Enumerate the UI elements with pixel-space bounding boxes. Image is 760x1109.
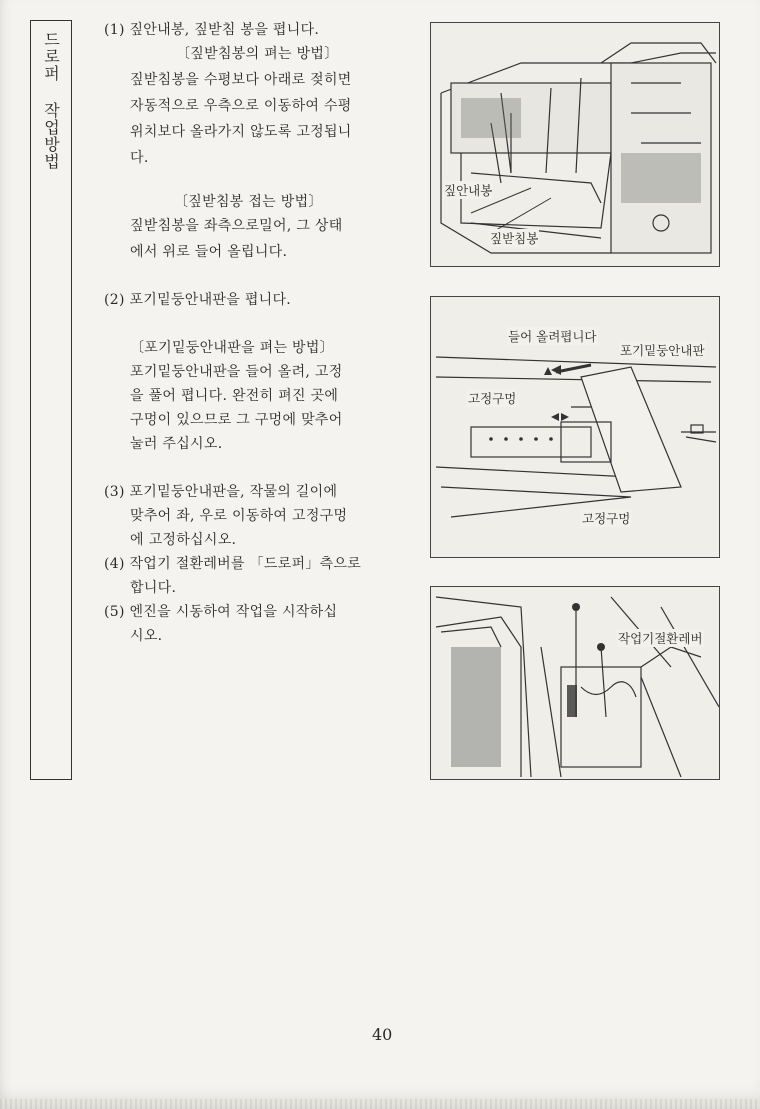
step-4-line: 합니다. [130,580,177,596]
scan-edge-strip [0,1099,760,1109]
step-3-line: 에 고정하십시오. [130,532,237,548]
step-1-heading: (1) 짚안내봉, 짚받침 봉을 폅니다. [104,22,320,38]
step-1-body-line: 위치보다 올라가지 않도록 고정됩니 [130,124,352,140]
section-side-tab [30,20,72,780]
step-3-line: (3) 포기밑둥안내판을, 작물의 길이에 [104,484,338,500]
label-stem-guide-plate: 포기밑둥안내판 [620,343,705,358]
step-1-body2-line: 짚받침봉을 좌측으로밀어, 그 상태 [130,218,343,234]
label-work-switching-lever: 작업기절환레버 [618,631,703,646]
step-2-heading: (2) 포기밑둥안내판을 폅니다. [104,292,292,308]
figure-stem-guide-plate [430,296,720,558]
step-3-line: 맞추어 좌, 우로 이동하여 고정구멍 [130,508,348,524]
step-1-body2-line: 에서 위로 들어 올립니다. [130,244,288,260]
side-tab-title: 드로퍼 작업방법 [41,31,61,170]
step-4-line: (4) 작업기 절환레버를 「드로퍼」측으로 [104,556,362,572]
machine-illustration-3 [431,587,719,779]
step-2-body-line: 을 풀어 폅니다. 완전히 펴진 곳에 [130,388,339,404]
step-2-subheading: 〔포기밑둥안내판을 펴는 방법〕 [130,340,334,356]
label-lift-and-open: 들어 올려폅니다 [508,329,597,344]
step-1-subheading-2: 〔짚받침봉 접는 방법〕 [174,194,323,210]
step-5-line: (5) 엔진을 시동하여 작업을 시작하십 [104,604,338,620]
step-2-body-line: 눌러 주십시오. [130,436,223,452]
step-1-body-line: 짚받침봉을 수평보다 아래로 젖히면 [130,72,352,88]
step-5-line: 시오. [130,628,163,644]
figure-straw-guide-rods [430,22,720,267]
step-1-body-line: 다. [130,150,149,166]
label-straw-guide-rod: 짚안내봉 [444,183,493,198]
label-straw-support-rod: 짚받침봉 [490,231,539,246]
step-1-body-line: 자동적으로 우측으로 이동하여 수평 [130,98,352,114]
machine-illustration-1 [431,23,719,266]
figure-switching-lever [430,586,720,780]
label-fixing-hole-top: 고정구멍 [468,391,517,406]
page-number: 40 [372,1025,393,1044]
step-1-subheading: 〔짚받침봉의 펴는 방법〕 [176,46,339,62]
step-2-body-line: 구멍이 있으므로 그 구멍에 맞추어 [130,412,343,428]
step-2-body-line: 포기밑둥안내판을 들어 올려, 고정 [130,364,343,380]
label-fixing-hole-bottom: 고정구멍 [582,511,631,526]
